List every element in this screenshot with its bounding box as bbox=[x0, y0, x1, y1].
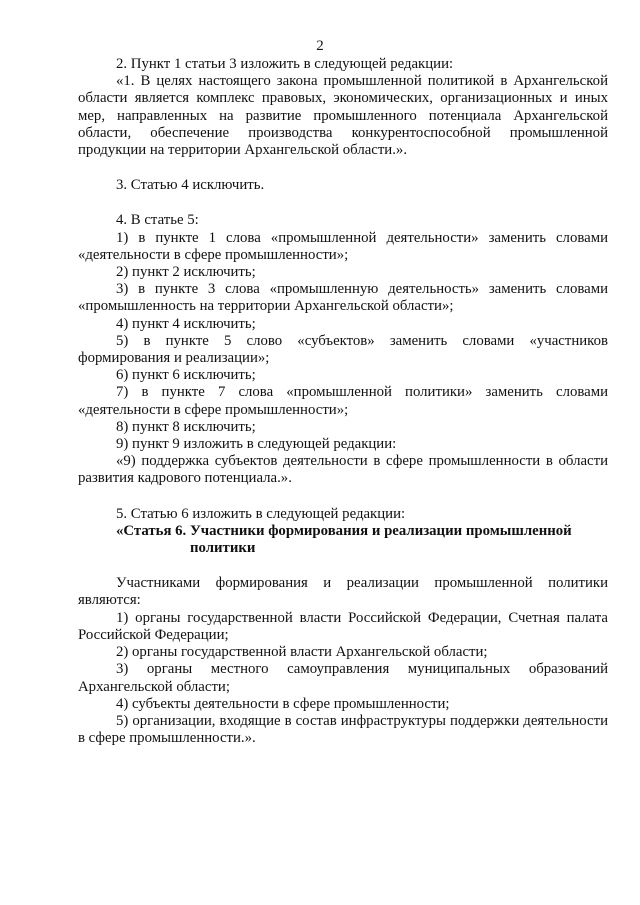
list-item: 1) в пункте 1 слова «промышленной деятельности» заменить словами «деятельности в сфере промышленности»; bbox=[78, 229, 608, 263]
paragraph-gap bbox=[78, 159, 608, 177]
document-body bbox=[78, 56, 608, 747]
list-item: 8) пункт 8 исключить; bbox=[116, 418, 256, 435]
paragraph-item-5: 5. Статью 6 изложить в следующей редакции: bbox=[116, 505, 406, 522]
article-heading-line2: политики bbox=[190, 540, 256, 557]
paragraph-participants: Участниками формирования и реализации промышленной политики являются: bbox=[78, 575, 608, 609]
list-item: 4) пункт 4 исключить; bbox=[116, 315, 256, 332]
list-item: 2) пункт 2 исключить; bbox=[116, 264, 256, 281]
list-item: 5) в пункте 5 слово «субъектов» заменить словами «участников формирования и реализации»; bbox=[78, 332, 608, 367]
article-heading-line1: «Статья 6. Участники формирования и реализации промышленной bbox=[116, 522, 572, 539]
paragraph-item-3: 3. Статью 4 исключить. bbox=[116, 177, 265, 194]
paragraph-new-point-1: «1. В целях настоящего закона промышленной политикой в Архангельской области является комплекс правовых, экономических, организационных и иных мер, направленных на развитие промышленного потенциала Архангельской области, обеспечение производства конкурентоспособной промышленной продукции на территории Архангельской области.». bbox=[78, 73, 608, 159]
article-heading bbox=[78, 523, 608, 557]
paragraph-item-4: 4. В статье 5: bbox=[116, 212, 199, 229]
list-item: 1) органы государственной власти Российской Федерации, Счетная палата Российской Федерации; bbox=[78, 609, 608, 643]
list-item: 5) организации, входящие в состав инфраструктуры поддержки деятельности в сфере промышленности.». bbox=[78, 712, 608, 747]
list-item: 7) в пункте 7 слова «промышленной политики» заменить словами «деятельности в сфере промышленности»; bbox=[78, 384, 608, 418]
paragraph-gap bbox=[78, 194, 608, 212]
page-number: 2 bbox=[316, 38, 324, 54]
list-item: 3) в пункте 3 слова «промышленную деятельность» заменить словами «промышленность на территории Архангельской области»; bbox=[78, 281, 608, 315]
paragraph-item-2: 2. Пункт 1 статьи 3 изложить в следующей редакции: bbox=[116, 56, 454, 72]
list-item: «9) поддержка субъектов деятельности в сфере промышленности в области развития кадрового потенциала.». bbox=[78, 453, 608, 487]
paragraph-gap bbox=[78, 488, 608, 506]
list-item: 2) органы государственной власти Архангельской области; bbox=[116, 644, 488, 661]
list-item: 6) пункт 6 исключить; bbox=[116, 367, 256, 384]
list-item: 3) органы местного самоуправления муниципальных образований Архангельской области; bbox=[78, 661, 608, 695]
list-item: 9) пункт 9 изложить в следующей редакции: bbox=[116, 436, 397, 453]
list-item: 4) субъекты деятельности в сфере промышленности; bbox=[116, 695, 450, 712]
paragraph-gap bbox=[78, 557, 608, 575]
